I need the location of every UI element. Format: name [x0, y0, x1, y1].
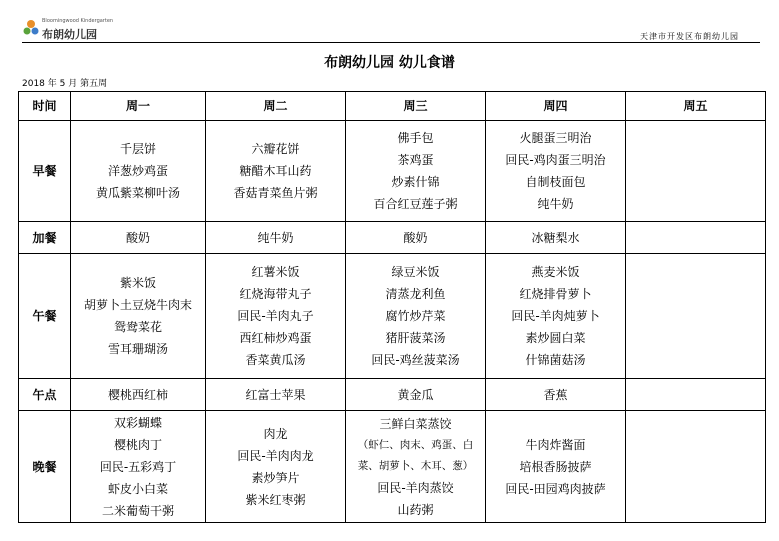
- dish-item: 虾皮小白菜: [107, 481, 168, 496]
- dish-item: 酸奶: [403, 230, 428, 245]
- menu-cell: [206, 121, 346, 222]
- dish-item: 佛手包: [397, 131, 434, 145]
- dish-item: 回民-五彩鸡丁: [99, 459, 177, 474]
- column-header-friday: 周五: [626, 92, 766, 121]
- menu-cell: [206, 222, 346, 254]
- menu-cell: [206, 379, 346, 411]
- dish-item: 回民-鸡肉蛋三明治: [505, 153, 606, 167]
- menu-cell: [71, 121, 206, 222]
- menu-cell: [346, 222, 486, 254]
- dish-item: 洋葱炒鸡蛋: [107, 164, 168, 178]
- dish-item: 红薯米饭: [251, 265, 300, 279]
- dish-item: 火腿蛋三明治: [519, 131, 592, 145]
- menu-cell: [71, 379, 206, 411]
- dish-item: 二米葡萄干粥: [101, 503, 174, 518]
- dish-item: 三鲜白菜蒸饺: [379, 416, 452, 431]
- logo-tagline: Bloomingwood Kindergarten: [42, 18, 114, 24]
- column-header-thursday: 周四: [486, 92, 626, 121]
- menu-cell: [626, 254, 766, 379]
- dish-item: 回民-羊肉炖萝卜: [511, 309, 600, 323]
- menu-cell: [206, 254, 346, 379]
- dish-item: 六瓣花饼: [251, 142, 300, 156]
- dish-item: 回民-鸡丝菠菜汤: [371, 353, 460, 367]
- menu-cell: [346, 254, 486, 379]
- menu-cell: [346, 121, 486, 222]
- header-school-name: 天津市开发区布朗幼儿园: [640, 32, 739, 41]
- dish-item: 紫米饭: [119, 276, 156, 290]
- header-row: [19, 92, 766, 121]
- dish-item: 鸳鸯菜花: [113, 320, 162, 334]
- table-row: [19, 121, 766, 222]
- table-row: [19, 222, 766, 254]
- dish-item: 自制枝面包: [525, 175, 586, 189]
- menu-cell: [486, 121, 626, 222]
- page-title: 布朗幼儿园 幼儿食谱: [324, 55, 455, 71]
- dish-item: 培根香肠披萨: [519, 459, 592, 474]
- menu-cell: [486, 411, 626, 523]
- dish-item: 红富士苹果: [245, 387, 306, 402]
- kindergarten-logo: [22, 16, 114, 42]
- column-header-tuesday: 周二: [206, 92, 346, 121]
- table-row: [19, 411, 766, 523]
- meal-label-breakfast: 早餐: [19, 121, 71, 222]
- dish-item: 菜、胡萝卜、木耳、葱）: [357, 459, 474, 472]
- dish-item: 百合红豆莲子粥: [373, 197, 458, 211]
- meal-label-lunch: 午餐: [19, 254, 71, 379]
- dish-item: 香菜黄瓜汤: [245, 353, 306, 367]
- dish-item: 纯牛奶: [537, 197, 574, 211]
- column-header-time: 时间: [19, 92, 71, 121]
- dish-item: 什锦菌菇汤: [525, 353, 586, 367]
- meal-label-afternoon-snack: 午点: [19, 379, 71, 411]
- menu-period: 2018 年 5 月 第五周: [22, 79, 108, 89]
- menu-cell: [71, 222, 206, 254]
- menu-cell: [71, 411, 206, 523]
- menu-cell: [626, 411, 766, 523]
- menu-cell: [71, 254, 206, 379]
- dish-item: 肉龙: [263, 426, 288, 441]
- header-divider: [22, 42, 760, 43]
- dish-item: 香菇青菜鱼片粥: [233, 186, 318, 200]
- dish-item: 回民-田园鸡肉披萨: [505, 481, 606, 496]
- menu-cell: [486, 254, 626, 379]
- dish-item: 燕麦米饭: [531, 265, 580, 279]
- table-row: [19, 254, 766, 379]
- dish-item: 雪耳珊瑚汤: [107, 342, 168, 356]
- dish-item: 千层饼: [119, 142, 156, 156]
- meal-label-snack: 加餐: [19, 222, 71, 254]
- dish-item: 猪肝菠菜汤: [385, 331, 446, 345]
- dish-item: 胡萝卜土豆烧牛肉末: [83, 298, 192, 312]
- menu-cell: [486, 379, 626, 411]
- menu-cell: [206, 411, 346, 523]
- dish-item: 香蕉: [543, 387, 568, 402]
- menu-cell: [626, 379, 766, 411]
- meal-label-dinner: 晚餐: [19, 411, 71, 523]
- dish-item: 腐竹炒芹菜: [385, 309, 446, 323]
- menu-cell: [486, 222, 626, 254]
- dish-item: 纯牛奶: [257, 230, 294, 245]
- dish-item: 酸奶: [125, 230, 150, 245]
- dish-item: （虾仁、肉末、鸡蛋、白: [357, 438, 474, 451]
- dish-item: 红烧海带丸子: [239, 287, 312, 301]
- dish-item: 清蒸龙利鱼: [385, 287, 446, 301]
- dish-item: 回民-羊肉肉龙: [237, 448, 314, 463]
- dish-item: 山药粥: [397, 502, 434, 517]
- dish-item: 回民-羊肉丸子: [237, 309, 314, 323]
- column-header-wednesday: 周三: [346, 92, 486, 121]
- dish-item: 紫米红枣粥: [245, 492, 306, 507]
- dish-item: 樱桃西红柿: [107, 387, 168, 402]
- logo-name: 布朗幼儿园: [42, 28, 97, 41]
- menu-cell: [626, 121, 766, 222]
- menu-cell: [346, 379, 486, 411]
- dish-item: 牛肉炸酱面: [525, 437, 586, 452]
- menu-cell: [346, 411, 486, 523]
- menu-table: [18, 91, 766, 523]
- column-header-monday: 周一: [71, 92, 206, 121]
- dish-item: 素炒圆白菜: [525, 331, 586, 345]
- dish-item: 绿豆米饭: [391, 265, 440, 279]
- dish-item: 红烧排骨萝卜: [519, 287, 592, 301]
- dish-item: 双彩蝴蝶: [113, 415, 162, 430]
- dish-item: 糖醋木耳山药: [239, 164, 312, 178]
- dish-item: 樱桃肉丁: [113, 437, 162, 452]
- dish-item: 炒素什锦: [391, 175, 440, 189]
- dish-item: 茶鸡蛋: [397, 153, 434, 167]
- logo-mark-icon: [22, 18, 40, 38]
- dish-item: 素炒笋片: [251, 470, 300, 485]
- table-row: [19, 379, 766, 411]
- dish-item: 冰糖梨水: [531, 230, 580, 245]
- menu-cell: [626, 222, 766, 254]
- dish-item: 西红柿炒鸡蛋: [239, 331, 312, 345]
- dish-item: 黄瓜紫菜柳叶汤: [95, 186, 180, 200]
- dish-item: 回民-羊肉蒸饺: [377, 480, 454, 495]
- dish-item: 黄金瓜: [397, 387, 434, 402]
